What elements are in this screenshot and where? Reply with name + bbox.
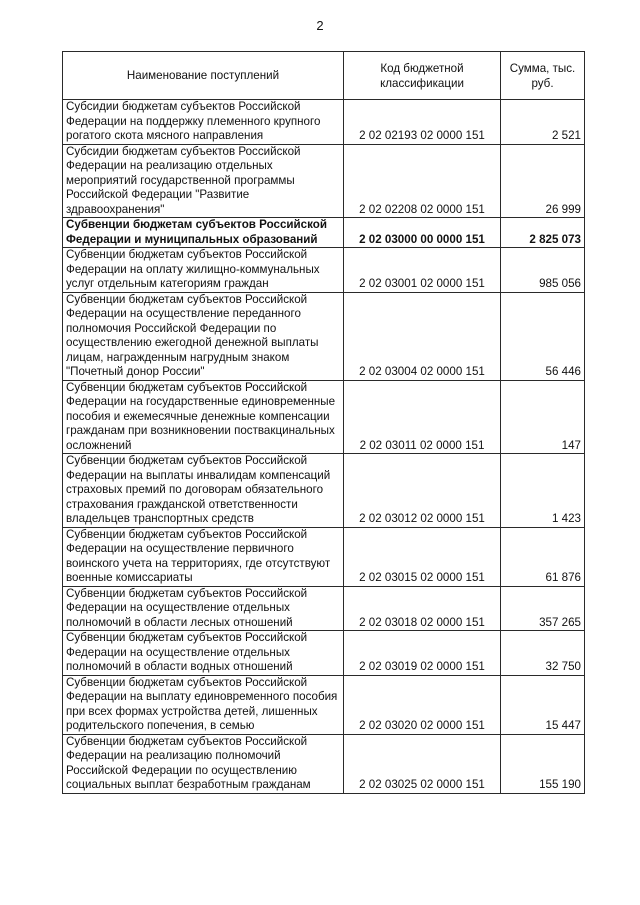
header-sum: Сумма, тыс. руб. [501,52,585,100]
revenue-name-cell: Субвенции бюджетам субъектов Российской Федерации на осуществление отдельных полномочий в области лесных отношений [63,586,344,631]
budget-code-cell: 2 02 03018 02 0000 151 [344,586,501,631]
budget-code-cell: 2 02 03000 00 0000 151 [344,218,501,248]
revenue-name-cell: Субвенции бюджетам субъектов Российской Федерации на осуществление отдельных полномочий в области водных отношений [63,631,344,676]
sum-cell: 2 825 073 [501,218,585,248]
table-row [63,292,585,380]
revenue-name-cell: Субвенции бюджетам субъектов Российской Федерации на реализацию полномочий Российской Федерации по осуществлению социальных выплат безработным гражданам [63,734,344,793]
sum-cell: 1 423 [501,454,585,528]
budget-code-cell: 2 02 03020 02 0000 151 [344,675,501,734]
header-name: Наименование поступлений [63,52,344,100]
table-row [63,527,585,586]
page-number: 2 [316,18,324,33]
table-row [63,380,585,454]
revenue-table [62,51,585,794]
revenue-name-cell: Субвенции бюджетам субъектов Российской Федерации на осуществление переданного полномочия Российской Федерации по осуществлению ежегодной денежной выплаты лицам, награжденным нагрудным знаком "Почетный донор России" [63,292,344,380]
table-row [63,144,585,218]
budget-code-cell: 2 02 03025 02 0000 151 [344,734,501,793]
table-row [63,218,585,248]
table-header-row [63,52,585,100]
budget-code-cell: 2 02 03001 02 0000 151 [344,248,501,293]
budget-code-cell: 2 02 03015 02 0000 151 [344,527,501,586]
table-row [63,586,585,631]
table-row [63,454,585,528]
budget-code-cell: 2 02 03004 02 0000 151 [344,292,501,380]
sum-cell: 147 [501,380,585,454]
table-row [63,675,585,734]
table-row [63,100,585,145]
sum-cell: 61 876 [501,527,585,586]
sum-cell: 357 265 [501,586,585,631]
budget-code-cell: 2 02 03011 02 0000 151 [344,380,501,454]
sum-cell: 56 446 [501,292,585,380]
revenue-name-cell: Субвенции бюджетам субъектов Российской Федерации на выплаты инвалидам компенсаций страховых премий по договорам обязательного страхования гражданской ответственности владельцев транспортных средств [63,454,344,528]
revenue-name-cell: Субсидии бюджетам субъектов Российской Федерации на поддержку племенного крупного рогатого скота мясного направления [63,100,344,145]
revenue-name-cell: Субвенции бюджетам субъектов Российской Федерации на выплату единовременного пособия при всех формах устройства детей, лишенных родительского попечения, в семью [63,675,344,734]
table-row [63,734,585,793]
budget-code-cell: 2 02 03012 02 0000 151 [344,454,501,528]
sum-cell: 2 521 [501,100,585,145]
budget-code-cell: 2 02 02208 02 0000 151 [344,144,501,218]
table-row [63,248,585,293]
revenue-name-cell: Субвенции бюджетам субъектов Российской Федерации на осуществление первичного воинского учета на территориях, где отсутствуют военные комиссариаты [63,527,344,586]
sum-cell: 985 056 [501,248,585,293]
sum-cell: 26 999 [501,144,585,218]
budget-code-cell: 2 02 03019 02 0000 151 [344,631,501,676]
revenue-name-cell: Субвенции бюджетам субъектов Российской Федерации на оплату жилищно-коммунальных услуг отдельным категориям граждан [63,248,344,293]
header-code: Код бюджетной классификации [344,52,501,100]
sum-cell: 15 447 [501,675,585,734]
sum-cell: 32 750 [501,631,585,676]
revenue-name-cell: Субвенции бюджетам субъектов Российской Федерации и муниципальных образований [63,218,344,248]
sum-cell: 155 190 [501,734,585,793]
table-row [63,631,585,676]
budget-code-cell: 2 02 02193 02 0000 151 [344,100,501,145]
revenue-name-cell: Субсидии бюджетам субъектов Российской Федерации на реализацию отдельных мероприятий государственной программы Российской Федерации "Развитие здравоохранения" [63,144,344,218]
revenue-name-cell: Субвенции бюджетам субъектов Российской Федерации на государственные единовременные пособия и ежемесячные денежные компенсации гражданам при возникновении поствакцинальных осложнений [63,380,344,454]
